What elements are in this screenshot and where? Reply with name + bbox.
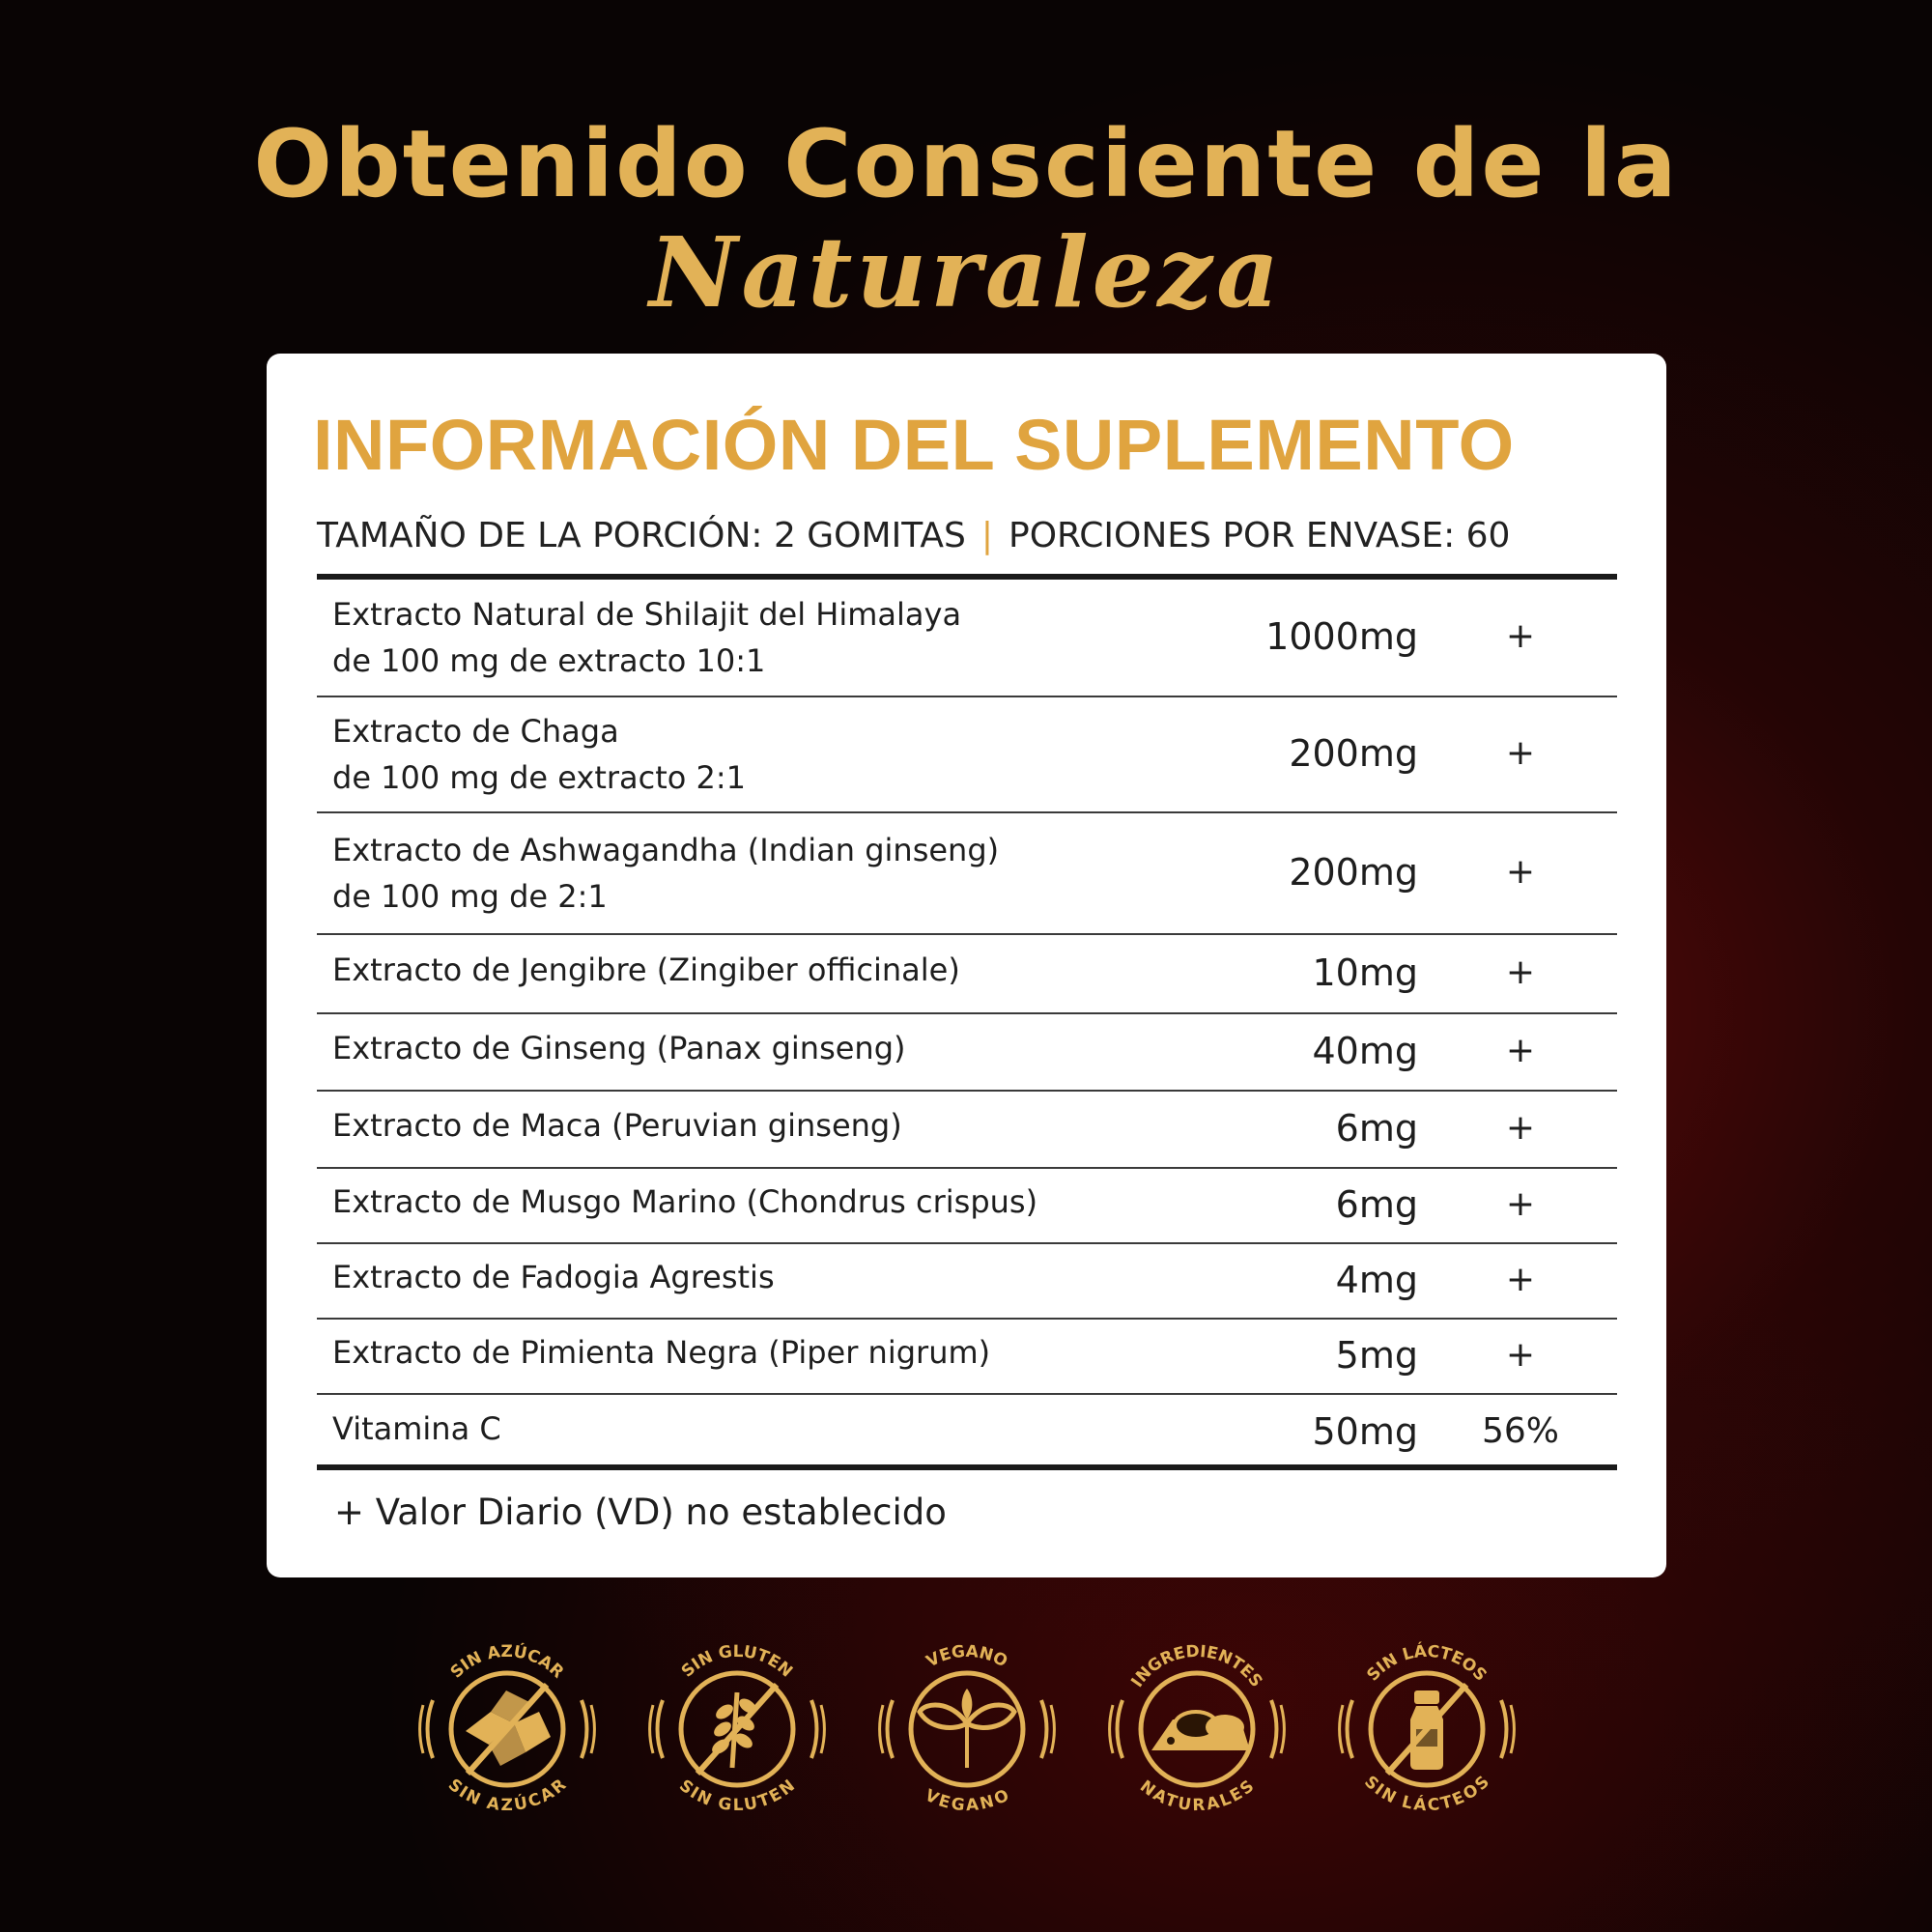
ingredient-amount: 1000mg xyxy=(1265,615,1418,658)
ingredient-name-line1: Extracto Natural de Shilajit del Himalaya xyxy=(332,596,962,633)
badge-ingredientes-naturales xyxy=(1095,1623,1298,1826)
table-row xyxy=(317,1092,1617,1169)
ingredient-name-line2: de 100 mg de 2:1 xyxy=(332,878,608,915)
serving-size: TAMAÑO DE LA PORCIÓN: 2 GOMITAS xyxy=(317,516,966,555)
badge-sin-lacteos xyxy=(1325,1623,1528,1826)
ingredient-name-line1: Extracto de Ashwagandha (Indian ginseng) xyxy=(332,832,1000,868)
ingredient-name-line1: Extracto de Maca (Peruvian ginseng) xyxy=(332,1107,902,1144)
ingredient-name-line2: de 100 mg de extracto 2:1 xyxy=(332,759,747,796)
badge-bottom-label: NATURALES xyxy=(1136,1776,1259,1816)
ingredient-daily-value: + xyxy=(1505,1184,1536,1224)
wheat-icon xyxy=(636,1623,838,1826)
ingredient-name-line1: Extracto de Musgo Marino (Chondrus crispus) xyxy=(332,1183,1038,1220)
ingredient-amount: 40mg xyxy=(1312,1030,1418,1072)
table-row xyxy=(317,1320,1617,1395)
badge-bottom-label: SIN GLUTEN xyxy=(675,1776,799,1816)
ingredient-name-line1: Vitamina C xyxy=(332,1410,501,1447)
ingredient-name-line1: Extracto de Jengibre (Zingiber officinale) xyxy=(332,952,960,988)
badge-bottom-label: SIN AZÚCAR xyxy=(443,1775,571,1816)
headline-line2: Naturaleza xyxy=(649,215,1283,329)
table-row xyxy=(317,697,1617,813)
ingredient-amount: 6mg xyxy=(1335,1107,1418,1150)
panel-title: INFORMACIÓN DEL SUPLEMENTO xyxy=(313,405,1515,485)
ingredient-amount: 5mg xyxy=(1335,1334,1418,1377)
ingredient-daily-value: + xyxy=(1505,852,1536,892)
ingredients-table xyxy=(317,580,1617,1470)
ingredient-amount: 6mg xyxy=(1335,1183,1418,1226)
ingredient-amount: 10mg xyxy=(1312,952,1418,994)
ingredient-daily-value: + xyxy=(1505,1108,1536,1148)
table-row xyxy=(317,813,1617,935)
ingredient-daily-value: + xyxy=(1505,1335,1536,1375)
supplement-facts-panel xyxy=(267,354,1666,1577)
ingredient-name xyxy=(332,591,961,684)
badge-vegano xyxy=(866,1623,1068,1826)
ingredient-name xyxy=(332,1254,775,1300)
ingredient-amount: 4mg xyxy=(1335,1259,1418,1301)
ingredient-daily-value: + xyxy=(1505,1260,1536,1299)
badge-top-label: SIN GLUTEN xyxy=(677,1641,797,1682)
ingredient-name-line1: Extracto de Chaga xyxy=(332,713,619,750)
servings-per-container: PORCIONES POR ENVASE: 60 xyxy=(1009,516,1511,555)
ingredient-name xyxy=(332,947,960,993)
ingredient-daily-value: + xyxy=(1505,733,1536,773)
ingredient-name xyxy=(332,708,746,801)
badge-top-label: VEGANO xyxy=(923,1641,1011,1672)
ingredient-amount: 50mg xyxy=(1312,1410,1418,1453)
ingredient-name xyxy=(332,1329,990,1376)
table-row xyxy=(317,580,1617,697)
table-row xyxy=(317,1244,1617,1320)
badge-top-label: SIN AZÚCAR xyxy=(446,1641,568,1683)
ingredient-daily-value: + xyxy=(1505,952,1536,992)
natural-ingredients-icon xyxy=(1095,1623,1298,1826)
ingredient-daily-value: + xyxy=(1505,616,1536,656)
badge-bottom-label: SIN LÁCTEOS xyxy=(1360,1772,1493,1816)
plant-sprout-icon xyxy=(866,1623,1068,1826)
ingredient-name-line2: de 100 mg de extracto 10:1 xyxy=(332,642,766,679)
serving-separator: | xyxy=(980,516,994,555)
ingredient-daily-value: + xyxy=(1505,1031,1536,1070)
table-row xyxy=(317,1169,1617,1244)
ingredient-name-line1: Extracto de Fadogia Agrestis xyxy=(332,1259,775,1295)
ingredient-daily-value: 56% xyxy=(1482,1411,1560,1451)
ingredient-amount: 200mg xyxy=(1289,851,1418,894)
serving-info xyxy=(317,516,1510,555)
table-row xyxy=(317,935,1617,1014)
daily-value-footnote: + Valor Diario (VD) no establecido xyxy=(334,1492,947,1533)
badge-top-label: SIN LÁCTEOS xyxy=(1363,1641,1491,1686)
ingredient-amount: 200mg xyxy=(1289,732,1418,775)
badge-sin-azucar xyxy=(406,1623,609,1826)
ingredient-name xyxy=(332,827,999,920)
headline-line1: Obtenido Consciente de la xyxy=(253,110,1679,218)
table-row xyxy=(317,1014,1617,1092)
table-row xyxy=(317,1395,1617,1470)
ingredient-name-line1: Extracto de Pimienta Negra (Piper nigrum) xyxy=(332,1334,991,1371)
ingredient-name xyxy=(332,1179,1037,1225)
badge-top-label: INGREDIENTES xyxy=(1127,1641,1266,1691)
milk-bottle-icon xyxy=(1325,1623,1528,1826)
ingredient-name xyxy=(332,1025,906,1071)
sugar-cubes-icon xyxy=(406,1623,609,1826)
badge-sin-gluten xyxy=(636,1623,838,1826)
ingredient-name xyxy=(332,1406,501,1452)
badge-bottom-label: VEGANO xyxy=(922,1785,1012,1816)
bottom-divider xyxy=(317,1464,1617,1470)
ingredient-name xyxy=(332,1102,902,1149)
ingredient-name-line1: Extracto de Ginseng (Panax ginseng) xyxy=(332,1030,906,1066)
